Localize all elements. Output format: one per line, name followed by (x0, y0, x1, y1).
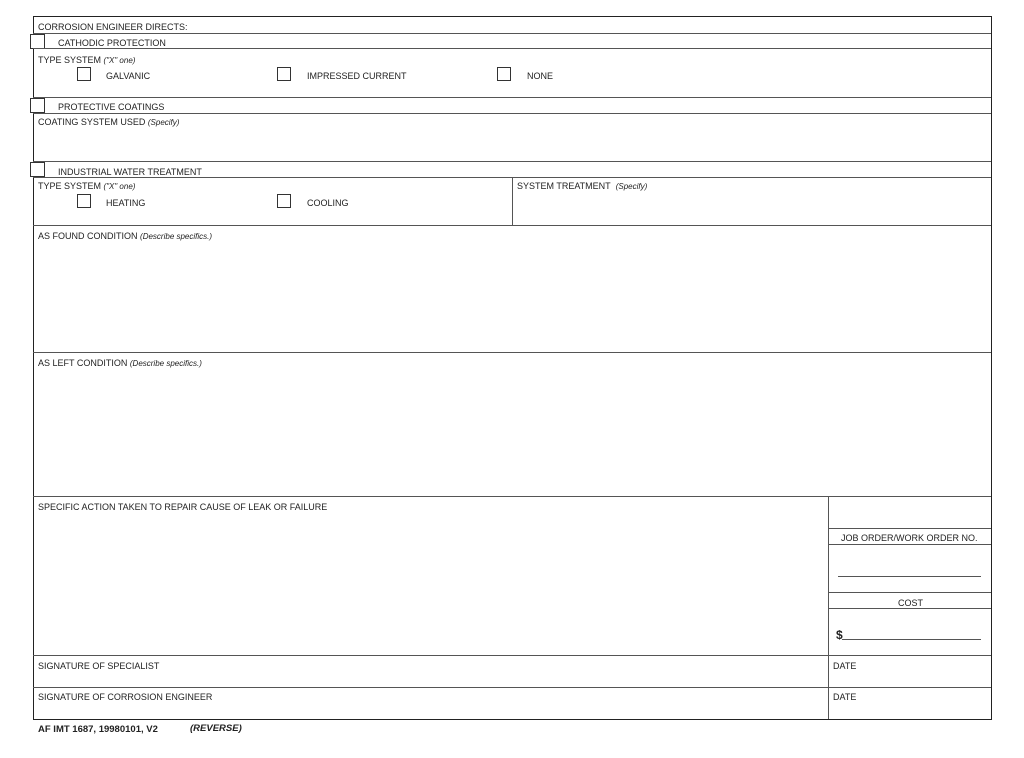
coatings-checkbox[interactable] (30, 98, 45, 113)
reverse-label: (REVERSE) (190, 723, 242, 734)
heating-label: HEATING (106, 198, 146, 208)
type-label: TYPE SYSTEM (38, 55, 102, 65)
type-hint: ("X" one) (103, 56, 136, 65)
specialist-signature-field[interactable] (35, 672, 825, 686)
cost-input[interactable] (842, 639, 981, 640)
as-found-title: AS FOUND CONDITION (38, 231, 138, 241)
water-type-label (38, 181, 135, 191)
divider (33, 225, 991, 226)
coating-used-label (38, 117, 179, 127)
coatings-label: PROTECTIVE COATINGS (58, 102, 165, 112)
cathodic-label: CATHODIC PROTECTION (58, 38, 166, 48)
galvanic-label: GALVANIC (106, 71, 151, 81)
as-found-label (38, 231, 212, 241)
divider (33, 48, 991, 49)
header-label: CORROSION ENGINEER DIRECTS: (38, 22, 188, 32)
water-treatment-label: INDUSTRIAL WATER TREATMENT (58, 167, 202, 177)
coating-system-field[interactable] (35, 128, 989, 160)
impressed-current-label: IMPRESSED CURRENT (307, 71, 407, 81)
action-label: SPECIFIC ACTION TAKEN TO REPAIR CAUSE OF LEAK OR FAILURE (38, 502, 328, 512)
divider (828, 528, 991, 529)
cooling-checkbox[interactable] (277, 194, 291, 208)
divider (828, 544, 991, 545)
engineer-date-label: DATE (833, 692, 857, 702)
water-treatment-checkbox[interactable] (30, 162, 45, 177)
type-hint: ("X" one) (103, 182, 136, 191)
divider (33, 33, 991, 34)
divider (33, 496, 991, 497)
system-treatment-field[interactable] (514, 192, 989, 224)
cooling-label: COOLING (307, 198, 349, 208)
specialist-signature-label: SIGNATURE OF SPECIALIST (38, 661, 160, 671)
divider (33, 113, 991, 114)
divider (512, 177, 513, 225)
divider (33, 687, 991, 688)
specialist-date-label: DATE (833, 661, 857, 671)
job-order-input[interactable] (838, 576, 981, 577)
form-id: AF IMT 1687, 19980101, V2 (38, 724, 158, 735)
engineer-signature-label: SIGNATURE OF CORROSION ENGINEER (38, 692, 213, 702)
cathodic-checkbox[interactable] (30, 34, 45, 49)
divider (828, 592, 991, 593)
cost-label: COST (898, 598, 924, 608)
type-label: TYPE SYSTEM (38, 181, 102, 191)
as-left-field[interactable] (35, 370, 989, 495)
none-checkbox[interactable] (497, 67, 511, 81)
treatment-hint: (Specify) (615, 182, 648, 191)
action-field[interactable] (35, 514, 825, 654)
used-label: COATING SYSTEM USED (38, 117, 146, 127)
used-hint: (Specify) (147, 118, 180, 127)
as-left-label (38, 358, 202, 368)
cathodic-type-label (38, 55, 135, 65)
as-found-field[interactable] (35, 243, 989, 351)
dollar-sign: $ (836, 628, 843, 642)
divider (828, 608, 991, 609)
as-left-hint: (Describe specifics.) (129, 359, 202, 368)
divider (33, 655, 991, 656)
as-found-hint: (Describe specifics.) (140, 232, 213, 241)
treatment-label: SYSTEM TREATMENT (517, 181, 611, 191)
galvanic-checkbox[interactable] (77, 67, 91, 81)
engineer-signature-field[interactable] (35, 704, 825, 718)
divider (33, 352, 991, 353)
as-left-title: AS LEFT CONDITION (38, 358, 128, 368)
none-label: NONE (527, 71, 554, 81)
divider (33, 161, 991, 162)
job-order-label: JOB ORDER/WORK ORDER NO. (841, 533, 978, 543)
impressed-current-checkbox[interactable] (277, 67, 291, 81)
system-treatment-label (517, 181, 647, 191)
heating-checkbox[interactable] (77, 194, 91, 208)
divider (33, 97, 991, 98)
